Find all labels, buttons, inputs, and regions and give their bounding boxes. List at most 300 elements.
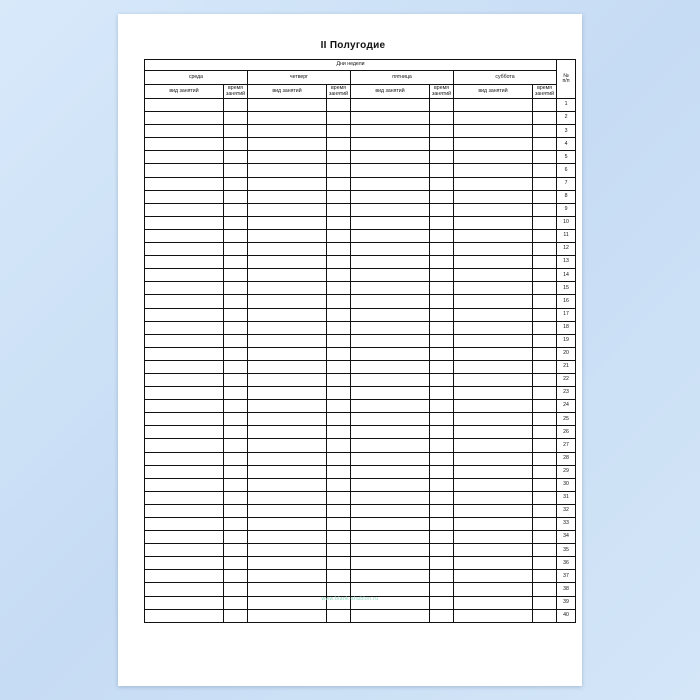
cell-type[interactable]: [351, 190, 430, 203]
cell-type[interactable]: [454, 465, 533, 478]
cell-type[interactable]: [145, 256, 224, 269]
cell-time[interactable]: [327, 478, 351, 491]
cell-time[interactable]: [533, 112, 557, 125]
cell-time[interactable]: [533, 400, 557, 413]
cell-time[interactable]: [533, 387, 557, 400]
cell-time[interactable]: [327, 400, 351, 413]
cell-time[interactable]: [327, 177, 351, 190]
cell-type[interactable]: [248, 557, 327, 570]
cell-time[interactable]: [327, 138, 351, 151]
cell-type[interactable]: [248, 387, 327, 400]
cell-type[interactable]: [454, 439, 533, 452]
cell-time[interactable]: [533, 203, 557, 216]
cell-time[interactable]: [224, 229, 248, 242]
cell-type[interactable]: [454, 256, 533, 269]
cell-type[interactable]: [454, 387, 533, 400]
cell-type[interactable]: [351, 256, 430, 269]
cell-type[interactable]: [454, 295, 533, 308]
cell-type[interactable]: [454, 216, 533, 229]
cell-type[interactable]: [248, 216, 327, 229]
cell-type[interactable]: [351, 360, 430, 373]
cell-type[interactable]: [351, 347, 430, 360]
cell-time[interactable]: [327, 360, 351, 373]
cell-type[interactable]: [454, 570, 533, 583]
cell-time[interactable]: [430, 256, 454, 269]
cell-type[interactable]: [351, 177, 430, 190]
cell-time[interactable]: [533, 504, 557, 517]
cell-type[interactable]: [454, 269, 533, 282]
cell-type[interactable]: [351, 295, 430, 308]
cell-time[interactable]: [224, 243, 248, 256]
cell-time[interactable]: [327, 570, 351, 583]
cell-time[interactable]: [430, 518, 454, 531]
cell-type[interactable]: [351, 112, 430, 125]
cell-type[interactable]: [454, 243, 533, 256]
cell-time[interactable]: [224, 112, 248, 125]
cell-type[interactable]: [351, 151, 430, 164]
cell-type[interactable]: [248, 583, 327, 596]
cell-time[interactable]: [533, 308, 557, 321]
cell-type[interactable]: [351, 439, 430, 452]
cell-type[interactable]: [248, 478, 327, 491]
cell-time[interactable]: [430, 413, 454, 426]
cell-type[interactable]: [454, 491, 533, 504]
cell-time[interactable]: [224, 308, 248, 321]
cell-time[interactable]: [430, 99, 454, 112]
cell-type[interactable]: [145, 531, 224, 544]
cell-type[interactable]: [248, 439, 327, 452]
cell-time[interactable]: [224, 138, 248, 151]
cell-type[interactable]: [351, 387, 430, 400]
cell-time[interactable]: [533, 256, 557, 269]
cell-type[interactable]: [145, 164, 224, 177]
cell-type[interactable]: [248, 190, 327, 203]
cell-time[interactable]: [224, 583, 248, 596]
cell-time[interactable]: [327, 112, 351, 125]
cell-type[interactable]: [454, 426, 533, 439]
cell-time[interactable]: [224, 518, 248, 531]
cell-time[interactable]: [224, 373, 248, 386]
cell-type[interactable]: [248, 164, 327, 177]
cell-type[interactable]: [145, 583, 224, 596]
cell-type[interactable]: [145, 269, 224, 282]
cell-type[interactable]: [248, 243, 327, 256]
cell-type[interactable]: [145, 478, 224, 491]
cell-type[interactable]: [454, 177, 533, 190]
cell-type[interactable]: [351, 426, 430, 439]
cell-time[interactable]: [533, 413, 557, 426]
cell-time[interactable]: [430, 360, 454, 373]
cell-type[interactable]: [454, 164, 533, 177]
cell-type[interactable]: [145, 413, 224, 426]
cell-time[interactable]: [327, 229, 351, 242]
cell-type[interactable]: [145, 544, 224, 557]
cell-time[interactable]: [327, 256, 351, 269]
cell-time[interactable]: [533, 583, 557, 596]
cell-type[interactable]: [248, 177, 327, 190]
cell-time[interactable]: [224, 557, 248, 570]
cell-time[interactable]: [327, 308, 351, 321]
cell-time[interactable]: [327, 295, 351, 308]
cell-type[interactable]: [351, 452, 430, 465]
cell-type[interactable]: [454, 583, 533, 596]
cell-type[interactable]: [145, 400, 224, 413]
cell-type[interactable]: [145, 308, 224, 321]
cell-type[interactable]: [145, 347, 224, 360]
cell-time[interactable]: [430, 190, 454, 203]
cell-type[interactable]: [454, 229, 533, 242]
cell-type[interactable]: [248, 138, 327, 151]
cell-time[interactable]: [430, 544, 454, 557]
cell-type[interactable]: [248, 347, 327, 360]
cell-time[interactable]: [533, 570, 557, 583]
cell-type[interactable]: [351, 373, 430, 386]
cell-time[interactable]: [327, 347, 351, 360]
cell-type[interactable]: [145, 229, 224, 242]
cell-type[interactable]: [145, 426, 224, 439]
cell-time[interactable]: [533, 321, 557, 334]
cell-type[interactable]: [454, 478, 533, 491]
cell-type[interactable]: [351, 504, 430, 517]
cell-type[interactable]: [248, 203, 327, 216]
cell-time[interactable]: [327, 413, 351, 426]
cell-type[interactable]: [145, 203, 224, 216]
cell-time[interactable]: [327, 452, 351, 465]
cell-time[interactable]: [430, 151, 454, 164]
cell-type[interactable]: [454, 596, 533, 609]
cell-type[interactable]: [145, 177, 224, 190]
cell-time[interactable]: [327, 465, 351, 478]
cell-type[interactable]: [351, 334, 430, 347]
cell-time[interactable]: [224, 426, 248, 439]
cell-time[interactable]: [224, 400, 248, 413]
cell-type[interactable]: [145, 321, 224, 334]
cell-type[interactable]: [351, 203, 430, 216]
cell-type[interactable]: [454, 400, 533, 413]
cell-type[interactable]: [248, 99, 327, 112]
cell-type[interactable]: [351, 570, 430, 583]
cell-type[interactable]: [454, 373, 533, 386]
cell-type[interactable]: [248, 269, 327, 282]
cell-time[interactable]: [430, 570, 454, 583]
cell-time[interactable]: [327, 518, 351, 531]
cell-type[interactable]: [351, 243, 430, 256]
cell-time[interactable]: [224, 544, 248, 557]
cell-time[interactable]: [430, 295, 454, 308]
cell-time[interactable]: [224, 491, 248, 504]
cell-type[interactable]: [351, 321, 430, 334]
cell-time[interactable]: [430, 112, 454, 125]
cell-type[interactable]: [454, 151, 533, 164]
cell-time[interactable]: [533, 190, 557, 203]
cell-type[interactable]: [351, 138, 430, 151]
cell-time[interactable]: [430, 321, 454, 334]
cell-type[interactable]: [454, 360, 533, 373]
cell-type[interactable]: [248, 112, 327, 125]
cell-time[interactable]: [533, 177, 557, 190]
cell-type[interactable]: [454, 321, 533, 334]
cell-time[interactable]: [533, 269, 557, 282]
cell-time[interactable]: [533, 347, 557, 360]
cell-time[interactable]: [430, 216, 454, 229]
cell-type[interactable]: [351, 478, 430, 491]
cell-type[interactable]: [145, 491, 224, 504]
cell-type[interactable]: [248, 282, 327, 295]
cell-time[interactable]: [533, 216, 557, 229]
cell-type[interactable]: [351, 596, 430, 609]
cell-type[interactable]: [248, 413, 327, 426]
cell-time[interactable]: [327, 321, 351, 334]
cell-time[interactable]: [224, 203, 248, 216]
cell-type[interactable]: [248, 531, 327, 544]
cell-type[interactable]: [145, 373, 224, 386]
cell-time[interactable]: [430, 400, 454, 413]
cell-type[interactable]: [248, 295, 327, 308]
cell-type[interactable]: [145, 387, 224, 400]
cell-type[interactable]: [145, 216, 224, 229]
cell-type[interactable]: [454, 452, 533, 465]
cell-type[interactable]: [145, 334, 224, 347]
cell-type[interactable]: [351, 269, 430, 282]
cell-type[interactable]: [248, 518, 327, 531]
cell-time[interactable]: [327, 557, 351, 570]
cell-time[interactable]: [533, 491, 557, 504]
cell-time[interactable]: [224, 190, 248, 203]
cell-time[interactable]: [327, 531, 351, 544]
cell-time[interactable]: [430, 596, 454, 609]
cell-type[interactable]: [351, 282, 430, 295]
cell-time[interactable]: [224, 439, 248, 452]
cell-time[interactable]: [533, 164, 557, 177]
cell-type[interactable]: [145, 570, 224, 583]
cell-type[interactable]: [351, 518, 430, 531]
cell-type[interactable]: [145, 609, 224, 622]
cell-time[interactable]: [327, 544, 351, 557]
cell-type[interactable]: [248, 465, 327, 478]
cell-time[interactable]: [327, 609, 351, 622]
cell-type[interactable]: [248, 400, 327, 413]
cell-type[interactable]: [454, 282, 533, 295]
cell-type[interactable]: [454, 334, 533, 347]
cell-time[interactable]: [533, 596, 557, 609]
cell-type[interactable]: [351, 609, 430, 622]
cell-time[interactable]: [430, 373, 454, 386]
cell-time[interactable]: [224, 334, 248, 347]
cell-type[interactable]: [351, 400, 430, 413]
cell-time[interactable]: [224, 570, 248, 583]
cell-type[interactable]: [351, 465, 430, 478]
cell-time[interactable]: [533, 518, 557, 531]
cell-time[interactable]: [430, 334, 454, 347]
cell-time[interactable]: [327, 439, 351, 452]
cell-type[interactable]: [454, 99, 533, 112]
cell-time[interactable]: [327, 269, 351, 282]
cell-time[interactable]: [327, 151, 351, 164]
cell-type[interactable]: [145, 190, 224, 203]
cell-time[interactable]: [430, 347, 454, 360]
cell-type[interactable]: [248, 125, 327, 138]
cell-time[interactable]: [224, 413, 248, 426]
cell-type[interactable]: [351, 531, 430, 544]
cell-time[interactable]: [224, 596, 248, 609]
cell-time[interactable]: [327, 164, 351, 177]
cell-time[interactable]: [533, 360, 557, 373]
cell-type[interactable]: [145, 439, 224, 452]
cell-time[interactable]: [533, 439, 557, 452]
cell-type[interactable]: [248, 373, 327, 386]
cell-time[interactable]: [430, 164, 454, 177]
cell-type[interactable]: [145, 138, 224, 151]
cell-type[interactable]: [248, 321, 327, 334]
cell-time[interactable]: [224, 387, 248, 400]
cell-time[interactable]: [224, 269, 248, 282]
cell-type[interactable]: [248, 360, 327, 373]
cell-type[interactable]: [145, 99, 224, 112]
cell-time[interactable]: [430, 609, 454, 622]
cell-type[interactable]: [248, 504, 327, 517]
cell-time[interactable]: [224, 282, 248, 295]
cell-time[interactable]: [224, 531, 248, 544]
cell-time[interactable]: [533, 138, 557, 151]
cell-type[interactable]: [248, 544, 327, 557]
cell-type[interactable]: [248, 452, 327, 465]
cell-type[interactable]: [351, 229, 430, 242]
cell-type[interactable]: [454, 413, 533, 426]
cell-time[interactable]: [327, 426, 351, 439]
cell-time[interactable]: [533, 478, 557, 491]
cell-type[interactable]: [145, 360, 224, 373]
cell-time[interactable]: [533, 282, 557, 295]
cell-type[interactable]: [454, 557, 533, 570]
cell-time[interactable]: [327, 190, 351, 203]
cell-time[interactable]: [224, 151, 248, 164]
cell-time[interactable]: [327, 373, 351, 386]
cell-type[interactable]: [351, 413, 430, 426]
cell-time[interactable]: [224, 347, 248, 360]
cell-type[interactable]: [454, 112, 533, 125]
cell-type[interactable]: [454, 190, 533, 203]
cell-type[interactable]: [145, 596, 224, 609]
cell-type[interactable]: [351, 164, 430, 177]
cell-type[interactable]: [351, 544, 430, 557]
cell-time[interactable]: [533, 125, 557, 138]
cell-type[interactable]: [454, 531, 533, 544]
cell-time[interactable]: [327, 216, 351, 229]
cell-time[interactable]: [430, 229, 454, 242]
cell-type[interactable]: [248, 491, 327, 504]
cell-type[interactable]: [454, 347, 533, 360]
cell-time[interactable]: [430, 426, 454, 439]
cell-time[interactable]: [327, 203, 351, 216]
cell-type[interactable]: [248, 596, 327, 609]
cell-time[interactable]: [224, 256, 248, 269]
cell-time[interactable]: [224, 360, 248, 373]
cell-time[interactable]: [430, 138, 454, 151]
cell-type[interactable]: [454, 544, 533, 557]
cell-type[interactable]: [145, 504, 224, 517]
cell-type[interactable]: [248, 256, 327, 269]
cell-type[interactable]: [351, 557, 430, 570]
cell-type[interactable]: [145, 518, 224, 531]
cell-time[interactable]: [327, 282, 351, 295]
cell-time[interactable]: [533, 544, 557, 557]
cell-time[interactable]: [224, 504, 248, 517]
cell-time[interactable]: [430, 243, 454, 256]
cell-type[interactable]: [454, 518, 533, 531]
cell-time[interactable]: [224, 321, 248, 334]
cell-type[interactable]: [145, 452, 224, 465]
cell-type[interactable]: [454, 308, 533, 321]
cell-time[interactable]: [224, 465, 248, 478]
cell-time[interactable]: [533, 452, 557, 465]
cell-time[interactable]: [327, 596, 351, 609]
cell-time[interactable]: [430, 504, 454, 517]
cell-time[interactable]: [430, 177, 454, 190]
cell-time[interactable]: [430, 531, 454, 544]
cell-time[interactable]: [327, 99, 351, 112]
cell-type[interactable]: [351, 583, 430, 596]
cell-time[interactable]: [533, 531, 557, 544]
cell-time[interactable]: [533, 243, 557, 256]
cell-type[interactable]: [248, 426, 327, 439]
cell-time[interactable]: [224, 609, 248, 622]
cell-time[interactable]: [224, 452, 248, 465]
cell-type[interactable]: [145, 465, 224, 478]
cell-time[interactable]: [533, 373, 557, 386]
cell-time[interactable]: [224, 216, 248, 229]
cell-type[interactable]: [145, 112, 224, 125]
cell-time[interactable]: [327, 491, 351, 504]
cell-type[interactable]: [145, 151, 224, 164]
cell-type[interactable]: [351, 491, 430, 504]
cell-time[interactable]: [327, 125, 351, 138]
cell-time[interactable]: [430, 583, 454, 596]
cell-type[interactable]: [145, 125, 224, 138]
cell-type[interactable]: [454, 504, 533, 517]
cell-type[interactable]: [248, 570, 327, 583]
cell-time[interactable]: [327, 583, 351, 596]
cell-time[interactable]: [224, 99, 248, 112]
cell-time[interactable]: [327, 243, 351, 256]
cell-time[interactable]: [533, 426, 557, 439]
cell-time[interactable]: [533, 609, 557, 622]
cell-time[interactable]: [533, 229, 557, 242]
cell-time[interactable]: [430, 387, 454, 400]
cell-type[interactable]: [454, 609, 533, 622]
cell-time[interactable]: [533, 151, 557, 164]
cell-time[interactable]: [224, 177, 248, 190]
cell-time[interactable]: [327, 504, 351, 517]
cell-time[interactable]: [224, 478, 248, 491]
cell-time[interactable]: [533, 99, 557, 112]
cell-type[interactable]: [145, 243, 224, 256]
cell-time[interactable]: [533, 334, 557, 347]
cell-type[interactable]: [351, 308, 430, 321]
cell-type[interactable]: [454, 203, 533, 216]
cell-time[interactable]: [430, 308, 454, 321]
cell-type[interactable]: [351, 99, 430, 112]
cell-time[interactable]: [533, 295, 557, 308]
cell-type[interactable]: [248, 334, 327, 347]
cell-time[interactable]: [430, 557, 454, 570]
cell-time[interactable]: [430, 465, 454, 478]
cell-type[interactable]: [145, 557, 224, 570]
cell-time[interactable]: [430, 491, 454, 504]
cell-type[interactable]: [145, 282, 224, 295]
cell-type[interactable]: [248, 609, 327, 622]
cell-time[interactable]: [430, 203, 454, 216]
cell-time[interactable]: [327, 387, 351, 400]
